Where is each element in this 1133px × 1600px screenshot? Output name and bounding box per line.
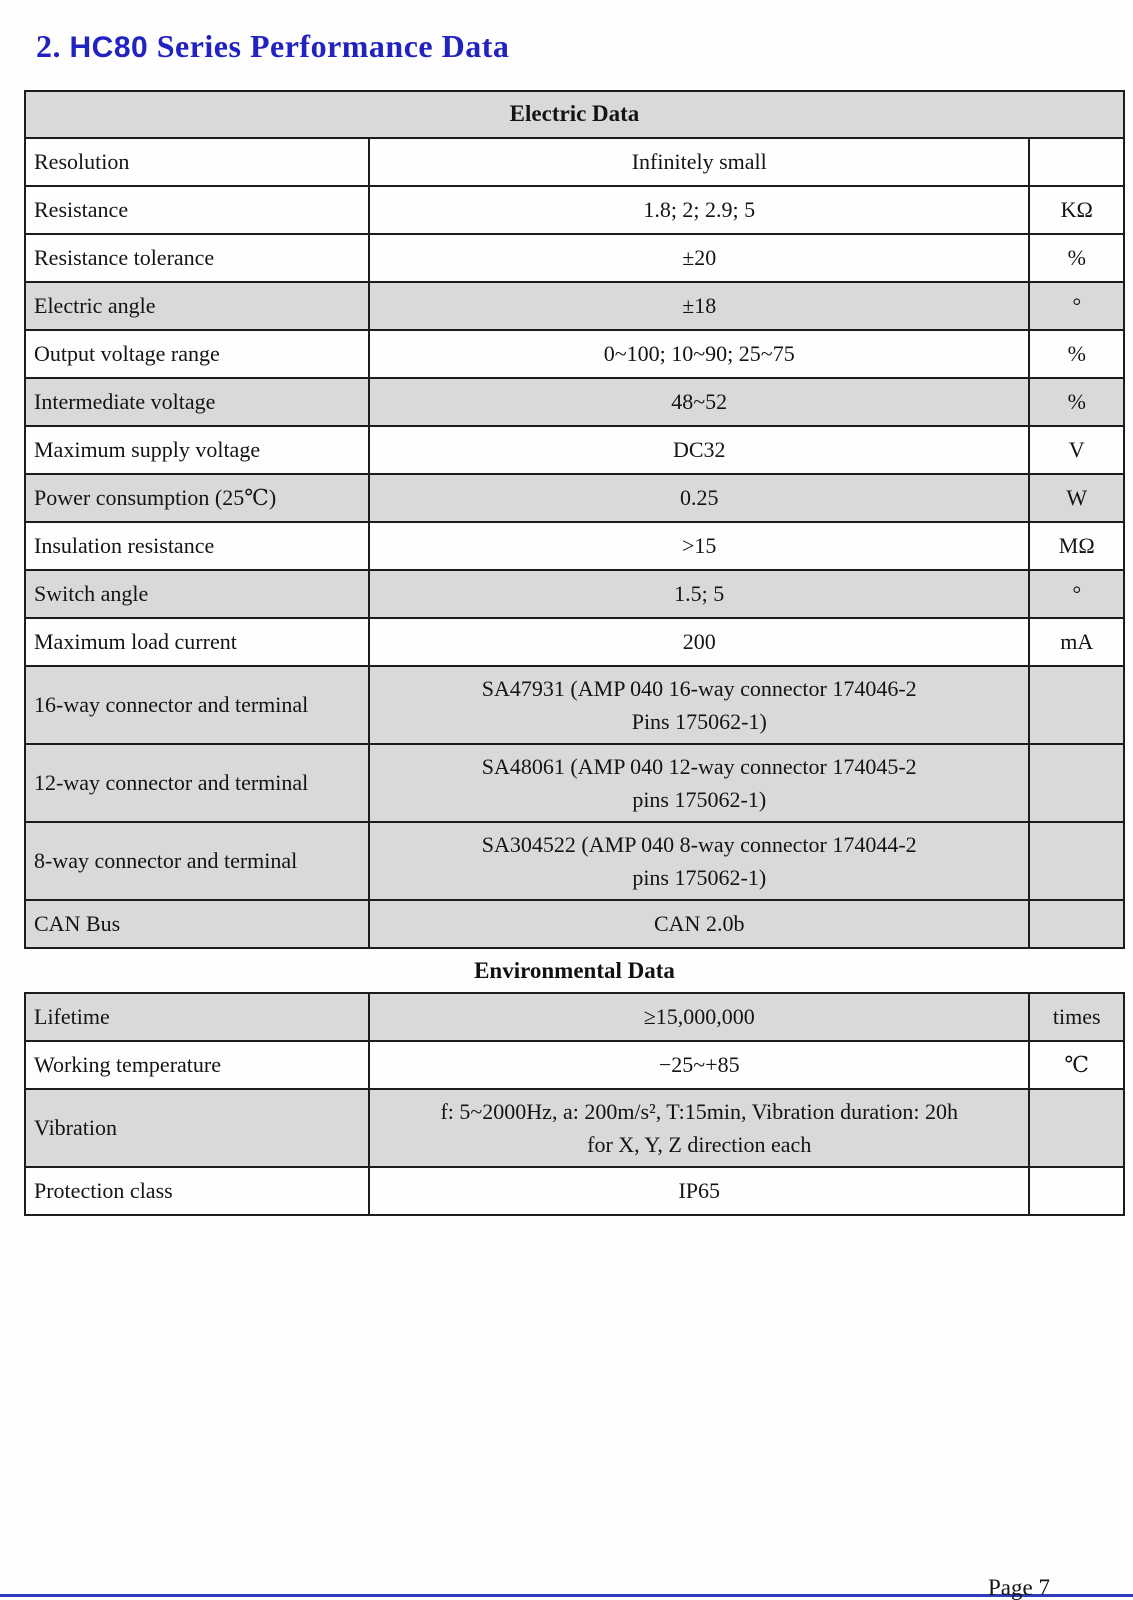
row-value-line: 1.8; 2; 2.9; 5	[643, 197, 756, 222]
footer-divider-line	[0, 1594, 1133, 1597]
row-unit: °	[1029, 282, 1124, 330]
row-label: Lifetime	[25, 993, 369, 1041]
row-value	[369, 282, 1030, 330]
row-value	[369, 474, 1030, 522]
environmental-section-heading: Environmental Data	[474, 957, 675, 983]
row-value-line: IP65	[678, 1178, 721, 1203]
row-unit: W	[1029, 474, 1124, 522]
row-value	[369, 618, 1030, 666]
row-value	[369, 900, 1030, 948]
row-unit: %	[1029, 234, 1124, 282]
row-value	[369, 186, 1030, 234]
row-unit: ℃	[1029, 1041, 1124, 1089]
row-value	[369, 666, 1030, 744]
row-value-line: 1.5; 5	[674, 581, 725, 606]
table-row	[25, 618, 1124, 666]
row-value	[369, 1167, 1030, 1215]
row-value-line: 48~52	[671, 389, 728, 414]
row-label: Switch angle	[25, 570, 369, 618]
row-value-line: 0.25	[679, 485, 719, 510]
row-value-line: ≥15,000,000	[643, 1004, 755, 1029]
title-model-name: HC80	[69, 31, 149, 64]
row-label: Electric angle	[25, 282, 369, 330]
table-row	[25, 330, 1124, 378]
title-text: Series Performance Data	[156, 28, 510, 64]
row-label: Working temperature	[25, 1041, 369, 1089]
row-unit: °	[1029, 570, 1124, 618]
row-label: Output voltage range	[25, 330, 369, 378]
table-row	[25, 378, 1124, 426]
row-value	[369, 1089, 1030, 1167]
row-value-line: pins 175062-1)	[632, 864, 767, 890]
table-row	[25, 900, 1124, 948]
environmental-data-table	[24, 992, 1125, 1216]
table-row	[25, 744, 1124, 822]
row-unit: V	[1029, 426, 1124, 474]
table-row	[25, 234, 1124, 282]
table-row	[25, 1089, 1124, 1167]
row-unit	[1029, 138, 1124, 186]
row-value-line: CAN 2.0b	[654, 911, 745, 936]
row-value-line: −25~+85	[658, 1052, 740, 1077]
row-unit: KΩ	[1029, 186, 1124, 234]
page-number: Page 7	[988, 1575, 1050, 1600]
row-value-line: 200	[682, 629, 716, 654]
table-row	[25, 822, 1124, 900]
row-value-line: SA47931 (AMP 040 16-way connector 174046-2	[481, 675, 917, 701]
row-value-line: Pins 175062-1)	[631, 708, 767, 734]
row-value	[369, 330, 1030, 378]
row-value-line: Infinitely small	[631, 149, 767, 174]
table-row	[25, 138, 1124, 186]
table-row	[25, 282, 1124, 330]
table-row	[25, 522, 1124, 570]
row-value-line: for X, Y, Z direction each	[587, 1131, 812, 1157]
row-label: Insulation resistance	[25, 522, 369, 570]
row-label: Maximum load current	[25, 618, 369, 666]
row-unit	[1029, 1089, 1124, 1167]
electric-data-table	[24, 90, 1125, 949]
row-value-line: pins 175062-1)	[632, 786, 767, 812]
electric-table-title: Electric Data	[25, 91, 1124, 138]
electric-table-header-row	[25, 91, 1124, 138]
row-value-line: DC32	[672, 437, 726, 462]
row-label: Maximum supply voltage	[25, 426, 369, 474]
row-label: 16-way connector and terminal	[25, 666, 369, 744]
table-row	[25, 1041, 1124, 1089]
row-unit: MΩ	[1029, 522, 1124, 570]
row-value	[369, 234, 1030, 282]
row-label: Resolution	[25, 138, 369, 186]
row-value-line: 0~100; 10~90; 25~75	[603, 341, 795, 366]
row-value-line: ±18	[682, 293, 717, 318]
row-value	[369, 570, 1030, 618]
table-row	[25, 1167, 1124, 1215]
row-label: Vibration	[25, 1089, 369, 1167]
row-label: CAN Bus	[25, 900, 369, 948]
table-row	[25, 570, 1124, 618]
row-unit	[1029, 666, 1124, 744]
row-value-line: SA304522 (AMP 040 8-way connector 174044-2	[481, 831, 917, 857]
row-label: Protection class	[25, 1167, 369, 1215]
row-unit	[1029, 822, 1124, 900]
row-unit	[1029, 1167, 1124, 1215]
row-label: Resistance tolerance	[25, 234, 369, 282]
row-label: 12-way connector and terminal	[25, 744, 369, 822]
row-label: Intermediate voltage	[25, 378, 369, 426]
title-section-number: 2.	[36, 28, 61, 64]
row-label: 8-way connector and terminal	[25, 822, 369, 900]
table-row	[25, 666, 1124, 744]
row-value-line: f: 5~2000Hz, a: 200m/s², T:15min, Vibration duration: 20h	[440, 1098, 959, 1124]
row-value	[369, 522, 1030, 570]
row-value	[369, 993, 1030, 1041]
row-value	[369, 822, 1030, 900]
row-value	[369, 378, 1030, 426]
row-label: Resistance	[25, 186, 369, 234]
table-row	[25, 426, 1124, 474]
page-title	[36, 28, 509, 65]
row-unit	[1029, 744, 1124, 822]
row-unit: %	[1029, 378, 1124, 426]
row-value-line: SA48061 (AMP 040 12-way connector 174045-2	[481, 753, 917, 779]
row-value	[369, 426, 1030, 474]
row-unit	[1029, 900, 1124, 948]
row-unit: %	[1029, 330, 1124, 378]
row-unit: times	[1029, 993, 1124, 1041]
row-label: Power consumption (25℃)	[25, 474, 369, 522]
row-unit: mA	[1029, 618, 1124, 666]
row-value	[369, 1041, 1030, 1089]
table-row	[25, 474, 1124, 522]
table-row	[25, 993, 1124, 1041]
table-row	[25, 186, 1124, 234]
row-value	[369, 138, 1030, 186]
row-value-line: >15	[682, 533, 717, 558]
row-value-line: ±20	[682, 245, 717, 270]
row-value	[369, 744, 1030, 822]
tables-container	[24, 90, 1125, 1216]
